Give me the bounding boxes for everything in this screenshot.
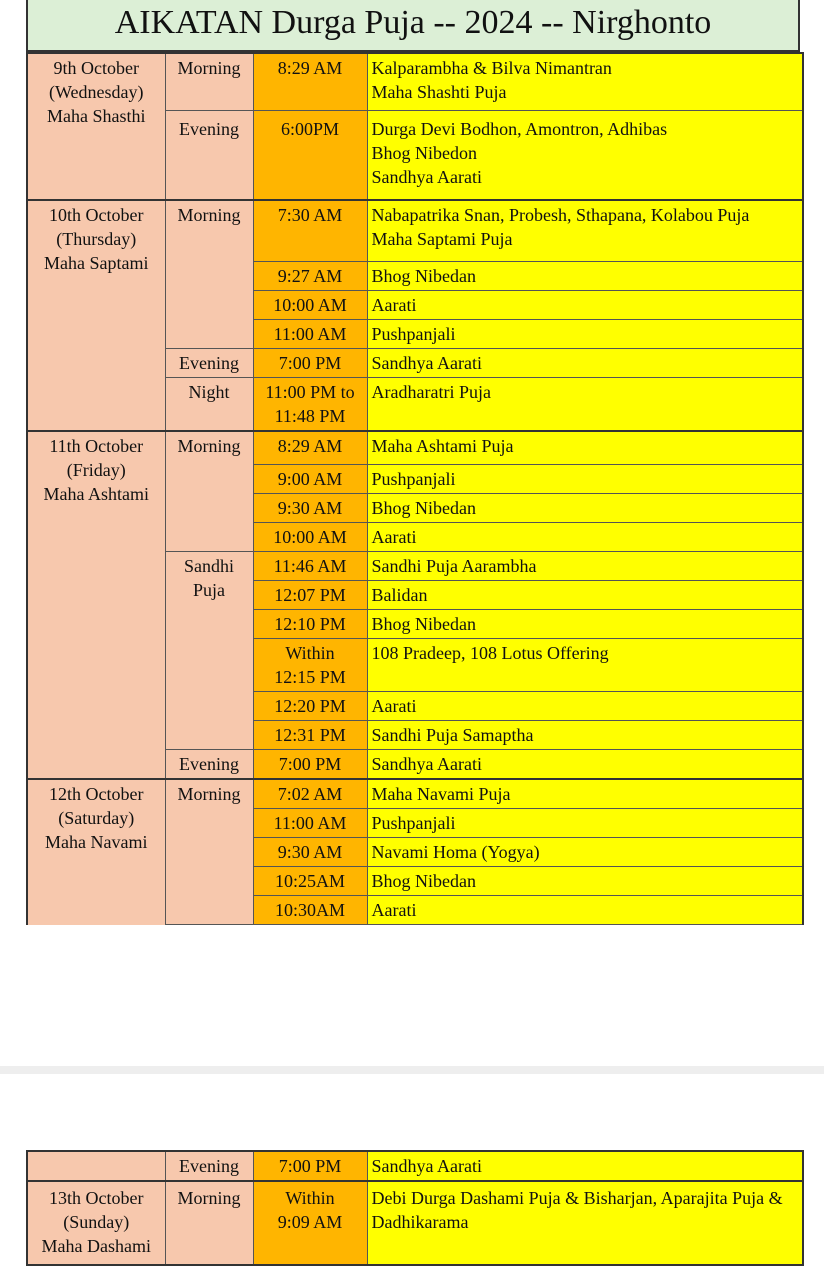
event-line: Nabapatrika Snan, Probesh, Sthapana, Kolabou Puja <box>371 205 750 225</box>
event-line: Durga Devi Bodhon, Amontron, Adhibas <box>371 119 668 139</box>
table-row <box>27 431 803 465</box>
time-cell: 6:00PM <box>253 111 367 201</box>
table-row <box>27 1151 803 1181</box>
event-cell: Sandhya Aarati <box>367 750 803 780</box>
day-cell <box>27 200 165 431</box>
table-row <box>27 779 803 809</box>
event-line: Bhog Nibedon <box>371 143 477 163</box>
table-row <box>27 200 803 262</box>
event-cell: Bhog Nibedan <box>367 262 803 291</box>
day-cell <box>27 779 165 925</box>
event-cell: Aradharatri Puja <box>367 378 803 432</box>
time-cell: 10:30AM <box>253 896 367 925</box>
time-cell: 10:00 AM <box>253 291 367 320</box>
event-line: Sandhya Aarati <box>371 167 482 187</box>
time-cell: 9:27 AM <box>253 262 367 291</box>
day-date: 11th October <box>49 436 144 456</box>
event-cell: Pushpanjali <box>367 320 803 349</box>
time-cell: 7:00 PM <box>253 349 367 378</box>
event-cell: Aarati <box>367 896 803 925</box>
day-date: 9th October <box>53 58 139 78</box>
event-cell: Bhog Nibedan <box>367 610 803 639</box>
event-cell: Balidan <box>367 581 803 610</box>
event-cell: Sandhya Aarati <box>367 349 803 378</box>
time-line: Within <box>285 1188 335 1208</box>
event-cell: Bhog Nibedan <box>367 867 803 896</box>
slot-cell: Sandhi Puja <box>165 552 253 750</box>
slot-cell: Morning <box>165 1181 253 1265</box>
time-cell: 11:00 PM to 11:48 PM <box>253 378 367 432</box>
time-cell: 9:00 AM <box>253 465 367 494</box>
time-cell: 12:10 PM <box>253 610 367 639</box>
event-cell: Sandhya Aarati <box>367 1151 803 1181</box>
slot-cell: Morning <box>165 779 253 925</box>
day-date: 13th October <box>49 1188 144 1208</box>
day-weekday: (Thursday) <box>56 229 137 249</box>
slot-cell: Evening <box>165 111 253 201</box>
day-cell <box>27 431 165 779</box>
time-cell: 7:00 PM <box>253 1151 367 1181</box>
time-cell: 11:46 AM <box>253 552 367 581</box>
time-cell: Within 12:15 PM <box>253 639 367 692</box>
slot-cell: Evening <box>165 349 253 378</box>
slot-cell: Night <box>165 378 253 432</box>
time-cell: 11:00 AM <box>253 320 367 349</box>
event-cell: Pushpanjali <box>367 465 803 494</box>
event-cell: Bhog Nibedan <box>367 494 803 523</box>
time-cell <box>253 1181 367 1265</box>
day-date: 12th October <box>49 784 144 804</box>
time-cell: 8:29 AM <box>253 53 367 111</box>
day-name: Maha Dashami <box>41 1236 151 1256</box>
time-cell: 9:30 AM <box>253 494 367 523</box>
event-cell: Navami Homa (Yogya) <box>367 838 803 867</box>
day-name: Maha Saptami <box>44 253 149 273</box>
day-name: Maha Navami <box>45 832 148 852</box>
table-row <box>27 53 803 111</box>
slot-cell: Morning <box>165 431 253 552</box>
slot-cell: Morning <box>165 200 253 349</box>
event-cell: Pushpanjali <box>367 809 803 838</box>
event-cell: 108 Pradeep, 108 Lotus Offering <box>367 639 803 692</box>
time-cell: 11:00 AM <box>253 809 367 838</box>
day-cell <box>27 53 165 200</box>
event-cell: Maha Navami Puja <box>367 779 803 809</box>
time-cell: 9:30 AM <box>253 838 367 867</box>
day-weekday: (Saturday) <box>58 808 135 828</box>
table-row <box>27 1181 803 1265</box>
day-weekday: (Wednesday) <box>48 82 144 102</box>
time-cell: 12:20 PM <box>253 692 367 721</box>
day-cell <box>27 1181 165 1265</box>
time-cell: 8:29 AM <box>253 431 367 465</box>
page-title: AIKATAN Durga Puja -- 2024 -- Nirghonto <box>26 0 800 52</box>
schedule-table-page-2 <box>26 1150 802 1266</box>
slot-cell: Evening <box>165 750 253 780</box>
event-line: Maha Saptami Puja <box>371 229 513 249</box>
event-cell: Aarati <box>367 692 803 721</box>
time-cell: 12:31 PM <box>253 721 367 750</box>
event-cell: Debi Durga Dashami Puja & Bisharjan, Aparajita Puja & Dadhikarama <box>367 1181 803 1265</box>
event-cell: Aarati <box>367 291 803 320</box>
day-date: 10th October <box>49 205 144 225</box>
event-line: Maha Shashti Puja <box>371 82 507 102</box>
event-cell <box>367 200 803 262</box>
event-cell: Maha Ashtami Puja <box>367 431 803 465</box>
time-cell: 12:07 PM <box>253 581 367 610</box>
time-cell: 10:00 AM <box>253 523 367 552</box>
time-cell: 7:00 PM <box>253 750 367 780</box>
event-cell <box>367 53 803 111</box>
event-line: Kalparambha & Bilva Nimantran <box>371 58 612 78</box>
time-cell: 7:30 AM <box>253 200 367 262</box>
event-cell <box>367 111 803 201</box>
time-line: 9:09 AM <box>277 1212 343 1232</box>
slot-cell: Evening <box>165 1151 253 1181</box>
day-name: Maha Shasthi <box>47 106 146 126</box>
slot-cell: Morning <box>165 53 253 111</box>
event-cell: Aarati <box>367 523 803 552</box>
event-cell: Sandhi Puja Aarambha <box>367 552 803 581</box>
event-cell: Sandhi Puja Samaptha <box>367 721 803 750</box>
time-cell: 10:25AM <box>253 867 367 896</box>
day-weekday: (Sunday) <box>63 1212 130 1232</box>
time-cell: 7:02 AM <box>253 779 367 809</box>
page-break-divider <box>0 1066 824 1074</box>
schedule-table-page-1 <box>26 52 802 925</box>
day-name: Maha Ashtami <box>43 484 149 504</box>
day-cell <box>27 1151 165 1181</box>
day-weekday: (Friday) <box>66 460 126 480</box>
